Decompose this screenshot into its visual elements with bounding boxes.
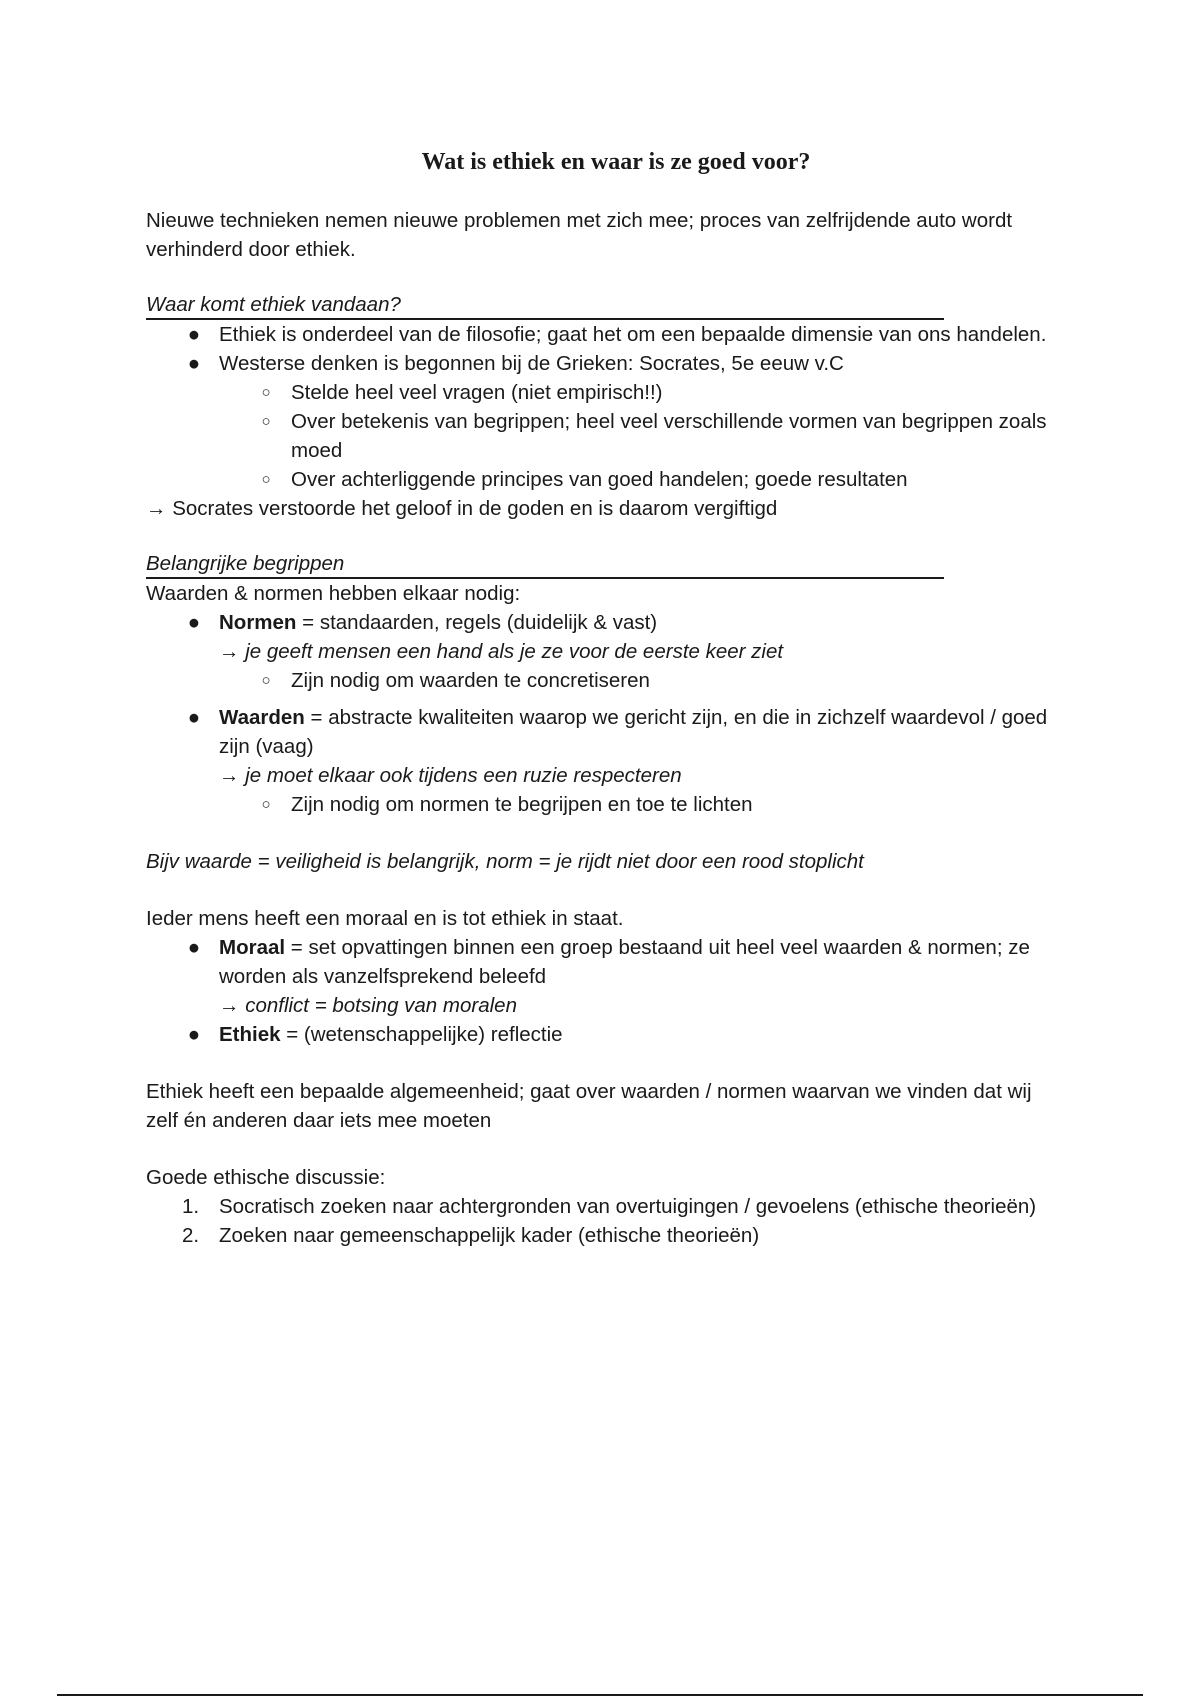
circle-bullet-icon: ○ [261, 413, 271, 430]
bullet-icon: ● [187, 611, 201, 634]
moral-lead: Ieder mens heeft een moraal en is tot ethiek in staat. [146, 907, 624, 930]
list-item: ● Westerse denken is begonnen bij de Grieken: Socrates, 5e eeuw v.C [146, 349, 1066, 378]
origin-list [146, 320, 1066, 494]
list-item: ● Moraal = set opvattingen binnen een groep bestaand uit heel veel waarden & normen; ze worden als vanzelfsprekend beleefd → conflict = botsing van moralen [146, 933, 1066, 1020]
term-moraal: Moraal [219, 936, 286, 959]
section-heading-origin: Waar komt ethiek vandaan? [146, 292, 944, 320]
example-line: → conflict = botsing van moralen [219, 994, 517, 1017]
list-item: ● Ethiek = (wetenschappelijke) reflectie [146, 1020, 1066, 1049]
example-line: → je geeft mensen een hand als je ze voor de eerste keer ziet [219, 640, 784, 663]
example-sentence: Bijv waarde = veiligheid is belangrijk, norm = je rijdt niet door een rood stoplicht [146, 850, 864, 873]
discussion-list [146, 1192, 1066, 1250]
discussion-lead: Goede ethische discussie: [146, 1166, 386, 1189]
bullet-icon: ● [187, 1023, 201, 1046]
list-item: ● Normen = standaarden, regels (duidelijk & vast) → je geeft mensen een hand als je ze voor de eerste keer ziet [146, 608, 1066, 666]
list-item: ○ Zijn nodig om normen te begrijpen en toe te lichten [146, 790, 1066, 819]
list-item: ● Ethiek is onderdeel van de filosofie; gaat het om een bepaalde dimensie van ons handelen. [146, 320, 1066, 349]
list-item: 1. Socratisch zoeken naar achtergronden van overtuigingen / gevoelens (ethische theorieën) [146, 1192, 1066, 1221]
term-ethiek: Ethiek [219, 1023, 281, 1046]
circle-bullet-icon: ○ [261, 384, 271, 401]
bullet-icon: ● [187, 706, 201, 729]
bullet-icon: ● [187, 323, 201, 346]
list-item: ● Waarden = abstracte kwaliteiten waarop we gericht zijn, en die in zichzelf waardevol / goed zijn (vaag) → je moet elkaar ook tijdens een ruzie respecteren [146, 703, 1066, 790]
list-number: 1. [182, 1195, 200, 1218]
list-item: 2. Zoeken naar gemeenschappelijk kader (ethische theorieën) [146, 1221, 1066, 1250]
circle-bullet-icon: ○ [261, 471, 271, 488]
intro-paragraph: Nieuwe technieken nemen nieuwe problemen met zich mee; proces van zelfrijdende auto wordt verhinderd door ethiek. [146, 209, 1013, 261]
moral-list [146, 933, 1066, 1049]
list-item: ○ Over betekenis van begrippen; heel veel verschillende vormen van begrippen zoals moed [146, 407, 1066, 465]
concepts-list [146, 608, 1066, 819]
term-waarden: Waarden [219, 706, 305, 729]
document-body [146, 146, 1066, 1250]
list-item: ○ Stelde heel veel vragen (niet empirisch!!) [146, 378, 1066, 407]
conclusion-line: → Socrates verstoorde het geloof in de goden en is daarom vergiftigd [146, 497, 778, 520]
bullet-icon: ● [187, 936, 201, 959]
term-normen: Normen [219, 611, 297, 634]
circle-bullet-icon: ○ [261, 796, 271, 813]
section-heading-concepts: Belangrijke begrippen [146, 551, 944, 579]
generality-paragraph: Ethiek heeft een bepaalde algemeenheid; gaat over waarden / normen waarvan we vinden dat wij zelf én anderen daar iets mee moeten [146, 1080, 1032, 1132]
list-item: ○ Zijn nodig om waarden te concretiseren [146, 666, 1066, 695]
footer-divider [57, 1694, 1143, 1696]
page-title: Wat is ethiek en waar is ze goed voor? [421, 149, 811, 175]
example-line: → je moet elkaar ook tijdens een ruzie respecteren [219, 764, 682, 787]
list-number: 2. [182, 1224, 200, 1247]
bullet-icon: ● [187, 352, 201, 375]
circle-bullet-icon: ○ [261, 672, 271, 689]
list-item: ○ Over achterliggende principes van goed handelen; goede resultaten [146, 465, 1066, 494]
concepts-lead: Waarden & normen hebben elkaar nodig: [146, 582, 521, 605]
